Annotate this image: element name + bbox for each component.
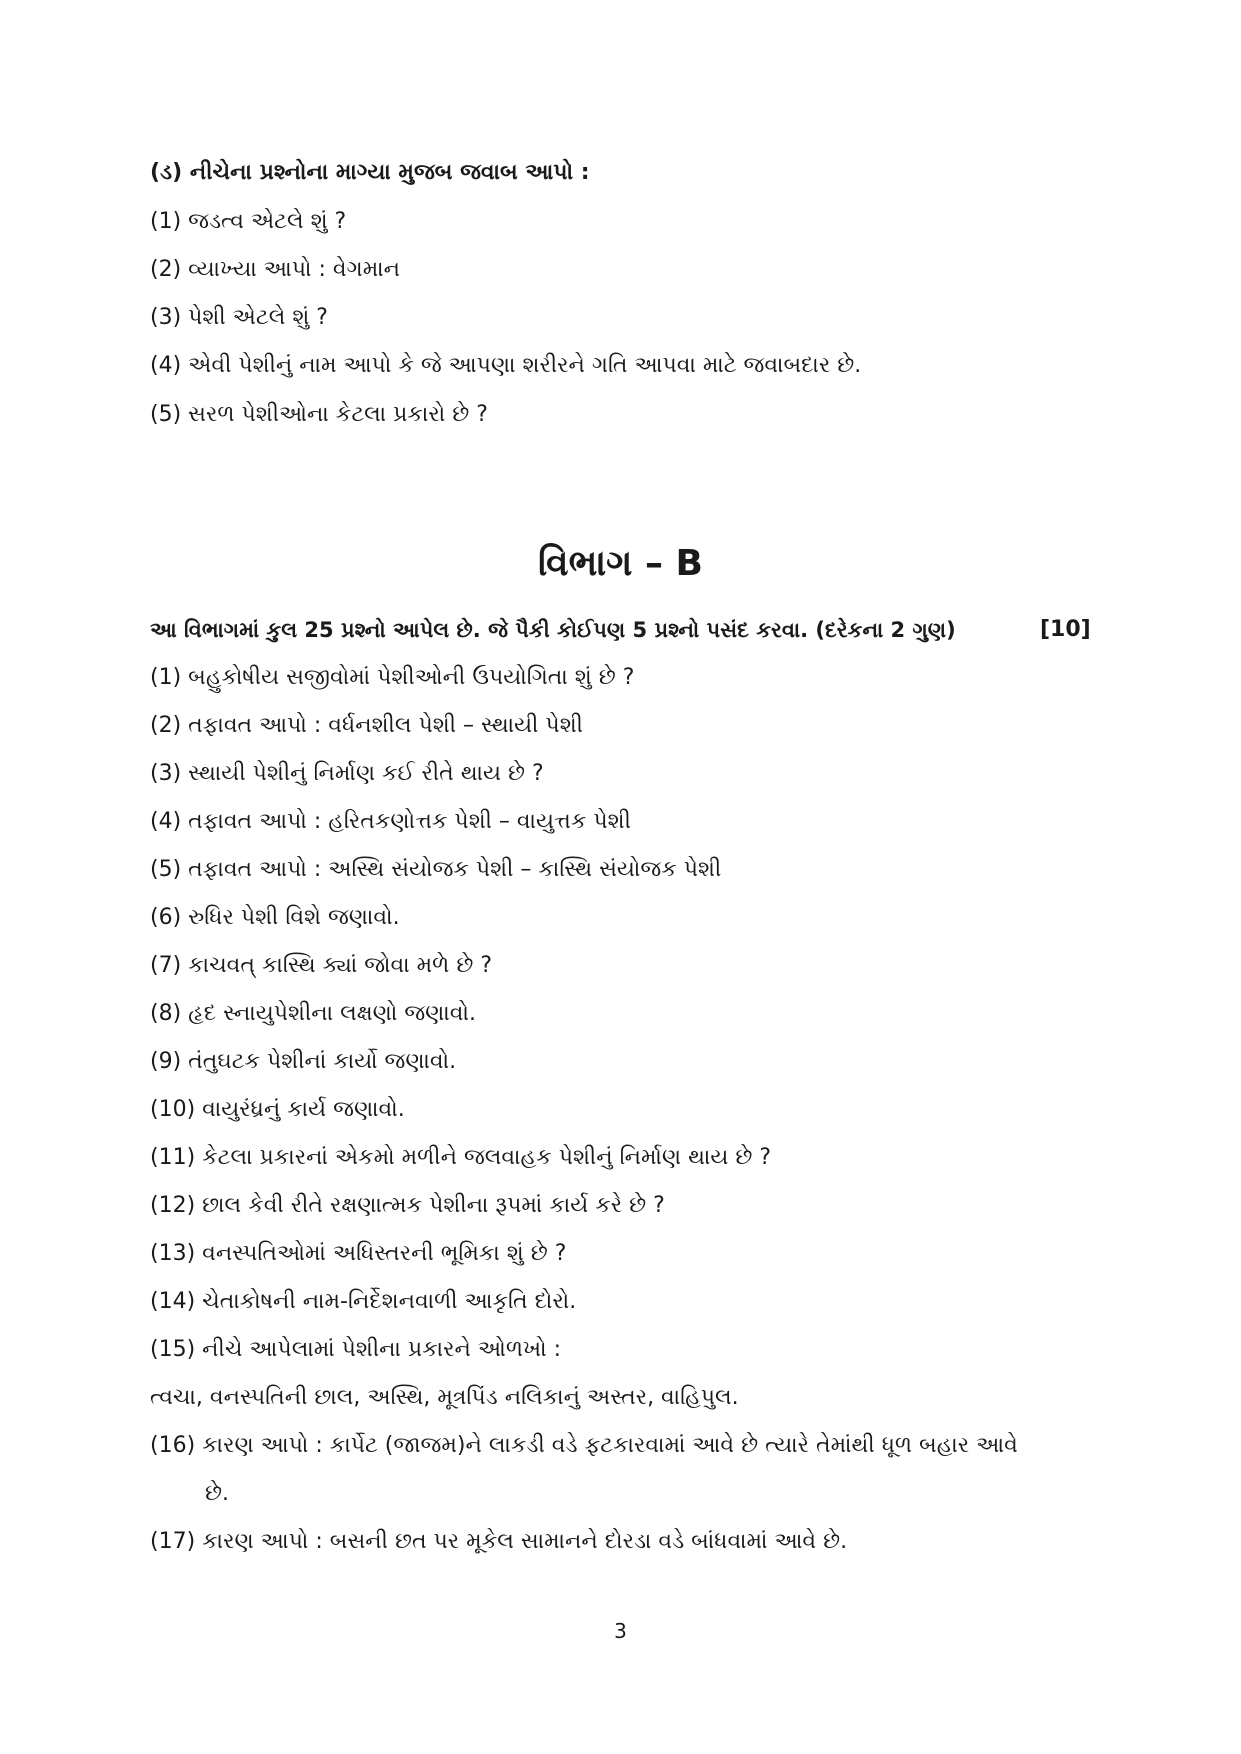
part-d-heading: (ડ) નીચેના પ્રશ્નોના માગ્યા મુજબ જવાબ આપો :	[150, 160, 590, 185]
section-b-marks: [10]	[1040, 617, 1091, 642]
question-b7: (7) કાચવત્ કાસ્થિ ક્યાં જોવા મળે છે ?	[150, 953, 492, 978]
question-b9: (9) તંતુઘટક પેશીનાં કાર્યો જણાવો.	[150, 1049, 457, 1074]
question-b12: (12) છાલ કેવી રીતે રક્ષણાત્મક પેશીના રૂપમાં કાર્ય કરે છે ?	[150, 1193, 665, 1218]
question-b14: (14) ચેતાકોષની નામ-નિર્દેશનવાળી આકૃતિ દોરો.	[150, 1289, 577, 1314]
question-b16: (16) કારણ આપો : કાર્પેટ (જાજમ)ને લાકડી વડે ફટકારવામાં આવે છે ત્યારે તેમાંથી ધૂળ બહાર આવે	[150, 1433, 1018, 1458]
question-a5: (5) સરળ પેશીઓના કેટલા પ્રકારો છે ?	[150, 402, 488, 427]
section-b-instruction: આ વિભાગમાં કુલ 25 પ્રશ્નો આપેલ છે. જે પૈકી કોઈપણ 5 પ્રશ્નો પસંદ કરવા. (દરેકના 2 ગુણ)	[150, 618, 956, 642]
question-b15: (15) નીચે આપેલામાં પેશીના પ્રકારને ઓળખો :	[150, 1337, 562, 1362]
question-a4: (4) એવી પેશીનું નામ આપો કે જે આપણા શરીરને ગતિ આપવા માટે જવાબદાર છે.	[150, 353, 862, 378]
question-b13: (13) વનસ્પતિઓમાં અધિસ્તરની ભૂમિકા શું છે ?	[150, 1241, 567, 1266]
question-a2: (2) વ્યાખ્યા આપો : વેગમાન	[150, 257, 401, 282]
question-a3: (3) પેશી એટલે શું ?	[150, 305, 328, 330]
page-number: 3	[614, 1619, 627, 1643]
question-b16-continuation: છે.	[205, 1481, 229, 1506]
section-b-title: વિભાગ – B	[538, 543, 703, 584]
question-b15-items: ત્વચા, વનસ્પતિની છાલ, અસ્થિ, મૂત્રપિંડ નલિકાનું અસ્તર, વાહિપુલ.	[150, 1385, 739, 1410]
question-b8: (8) હૃદ સ્નાયુપેશીના લક્ષણો જણાવો.	[150, 1001, 476, 1026]
question-b3: (3) સ્થાયી પેશીનું નિર્માણ કઈ રીતે થાય છે ?	[150, 761, 544, 786]
question-b6: (6) રુધિર પેશી વિશે જણાવો.	[150, 905, 400, 930]
question-b10: (10) વાયુરંધ્રનું કાર્ય જણાવો.	[150, 1097, 405, 1122]
question-b4: (4) તફાવત આપો : હરિતકણોત્તક પેશી – વાયુત્તક પેશી	[150, 809, 631, 834]
question-b17: (17) કારણ આપો : બસની છત પર મૂકેલ સામાનને દોરડા વડે બાંધવામાં આવે છે.	[150, 1529, 848, 1554]
question-b2: (2) તફાવત આપો : વર્ધનશીલ પેશી – સ્થાયી પેશી	[150, 713, 583, 738]
question-a1: (1) જડત્વ એટલે શું ?	[150, 209, 347, 234]
question-b5: (5) તફાવત આપો : અસ્થિ સંયોજક પેશી – કાસ્થિ સંયોજક પેશી	[150, 857, 722, 882]
question-b11: (11) કેટલા પ્રકારનાં એકમો મળીને જલવાહક પેશીનું નિર્માણ થાય છે ?	[150, 1145, 772, 1170]
question-b1: (1) બહુકોષીય સજીવોમાં પેશીઓની ઉપયોગિતા શું છે ?	[150, 665, 635, 690]
